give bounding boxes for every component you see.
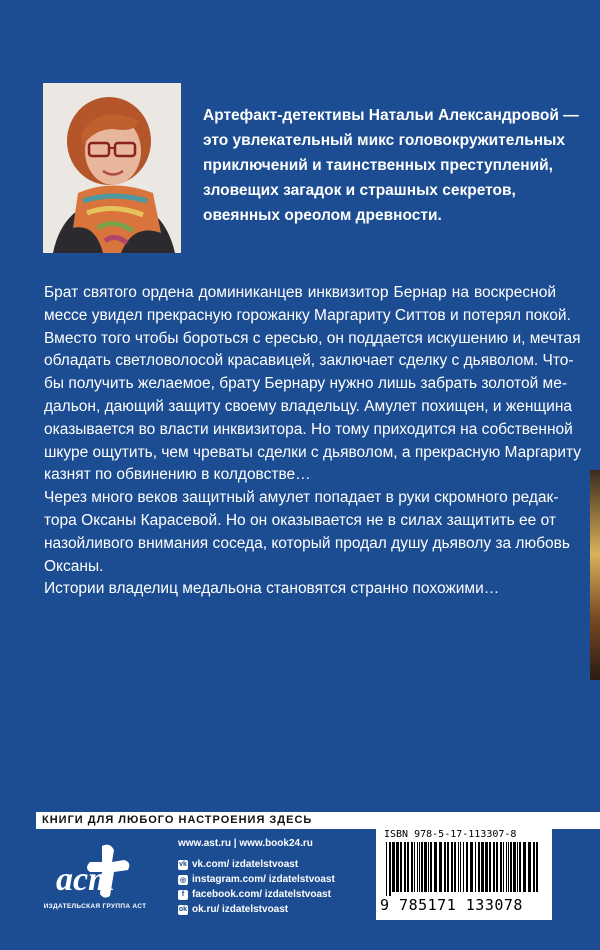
barcode-bar bbox=[444, 842, 446, 892]
barcode-bar bbox=[424, 842, 427, 892]
barcode-bar bbox=[489, 842, 491, 892]
synopsis-line: оказывается во власти инквизитора. Но тому приходится на собственной bbox=[44, 420, 573, 438]
synopsis-line: дальон, дающий защиту своему владельцу. Амулет похищен, и женщина bbox=[44, 397, 573, 415]
social-link-vk[interactable] bbox=[178, 857, 335, 872]
barcode-bar bbox=[414, 842, 415, 892]
tagline-line: это увлекательный микс головокружительных bbox=[203, 132, 565, 149]
synopsis-line: казнят по обвинению в колдовстве… bbox=[44, 466, 311, 484]
barcode-bar bbox=[419, 842, 420, 892]
social-link-odnoklassniki[interactable] bbox=[178, 902, 335, 917]
tagline-line: зловещих загадок и страшных секретов, bbox=[203, 182, 516, 199]
vk-icon: vk bbox=[179, 861, 187, 868]
publisher-websites[interactable]: www.ast.ru | www.book24.ru bbox=[178, 838, 313, 849]
synopsis-line: шкуре ощутить, чем чреваты сделки с дьяволом, а прекрасную Маргариту bbox=[44, 443, 582, 461]
barcode-bar bbox=[517, 842, 518, 892]
author-tagline bbox=[203, 103, 579, 228]
synopsis-line: обладать светловолосой красавицей, заключает сделку с дьяволом. Что- bbox=[44, 352, 574, 370]
barcode-bar bbox=[519, 842, 521, 892]
barcode-bar bbox=[428, 842, 429, 892]
odnoklassniki-icon: ok bbox=[178, 906, 188, 913]
barcode-bar bbox=[503, 842, 504, 892]
synopsis-line: бы получить желаемое, брату Бернару нужно лишь забрать золотой ме- bbox=[44, 375, 567, 393]
synopsis-line: Истории владелиц медальона становятся странно похожими… bbox=[44, 580, 500, 598]
barcode-bar bbox=[523, 842, 526, 892]
instagram-icon: ◎ bbox=[179, 876, 187, 884]
barcode-bar bbox=[460, 842, 461, 892]
barcode-bar bbox=[392, 842, 395, 892]
cover-art-edge bbox=[590, 470, 600, 680]
barcode-bar bbox=[400, 842, 402, 892]
barcode-bar bbox=[478, 842, 480, 892]
tagline-line: приключений и таинственных преступлений, bbox=[203, 157, 553, 174]
barcode-bar bbox=[536, 842, 538, 892]
barcode-bar bbox=[493, 842, 495, 892]
synopsis-line: Вместо того чтобы бороться с ересью, он поддается искушению и, мечтая bbox=[44, 329, 581, 347]
series-strip: КНИГИ ДЛЯ ЛЮБОГО НАСТРОЕНИЯ ЗДЕСЬ bbox=[36, 812, 600, 829]
social-link-text: instagram.com/ izdatelstvoast bbox=[192, 874, 335, 885]
barcode-bar bbox=[411, 842, 413, 892]
synopsis-line: Оксаны. bbox=[44, 557, 104, 575]
barcode-digits: 9 785171 133078 bbox=[380, 896, 523, 914]
barcode-bar bbox=[485, 842, 488, 892]
barcode-bar bbox=[528, 842, 531, 892]
barcode-bar bbox=[386, 842, 387, 896]
barcode-bar bbox=[458, 842, 459, 892]
barcode-bar bbox=[430, 842, 432, 892]
barcode-bars bbox=[386, 842, 542, 896]
social-link-facebook[interactable] bbox=[178, 887, 335, 902]
barcode-bar bbox=[454, 842, 456, 892]
barcode-bar bbox=[481, 842, 484, 892]
tagline-line: овеянных ореолом древности. bbox=[203, 207, 442, 224]
book-synopsis bbox=[44, 282, 582, 601]
synopsis-line: мессе увидел прекрасную горожанку Маргариту Ситтов и потерял покой. bbox=[44, 306, 571, 324]
barcode-bar bbox=[417, 842, 418, 892]
barcode-bar bbox=[466, 842, 468, 892]
social-link-text: ok.ru/ izdatelstvoast bbox=[192, 904, 289, 915]
barcode-bar bbox=[463, 842, 464, 892]
barcode-bar bbox=[451, 842, 453, 892]
barcode-bar bbox=[533, 842, 535, 892]
synopsis-line: Брат святого ордена доминиканцев инквизитор Бернар на воскресной bbox=[44, 284, 556, 301]
isbn-barcode bbox=[376, 826, 552, 920]
barcode-bar bbox=[404, 842, 406, 892]
barcode-bar bbox=[508, 842, 509, 892]
barcode-bar bbox=[396, 842, 399, 892]
synopsis-line: тора Оксаны Карасевой. Но он оказывается не в силах защитить ее от bbox=[44, 511, 556, 529]
barcode-bar bbox=[470, 842, 473, 892]
barcode-bar bbox=[513, 842, 516, 892]
publisher-caption: ИЗДАТЕЛЬСКАЯ ГРУППА АСТ bbox=[43, 903, 147, 910]
synopsis-line: назойливого внимания соседа, который продал душу дьяволу за любовь bbox=[44, 534, 570, 552]
isbn-number: ISBN 978-5-17-113307-8 bbox=[384, 829, 517, 840]
publisher-logo-text: аст bbox=[56, 861, 115, 898]
facebook-icon: f bbox=[178, 890, 188, 900]
barcode-bar bbox=[434, 842, 437, 892]
synopsis-line: Через много веков защитный амулет попадает в руки скромного редак- bbox=[44, 489, 559, 507]
author-photo bbox=[43, 83, 181, 253]
tagline-line: Артефакт-детективы Натальи Александровой — bbox=[203, 107, 579, 124]
barcode-bar bbox=[447, 842, 449, 892]
barcode-bar bbox=[475, 842, 476, 892]
barcode-bar bbox=[500, 842, 502, 892]
social-link-instagram[interactable] bbox=[178, 872, 335, 887]
barcode-bar bbox=[439, 842, 442, 892]
social-link-text: vk.com/ izdatelstvoast bbox=[192, 859, 299, 870]
barcode-bar bbox=[510, 842, 512, 892]
barcode-bar bbox=[389, 842, 391, 896]
publisher-links bbox=[178, 838, 335, 917]
social-link-text: facebook.com/ izdatelstvoast bbox=[192, 889, 331, 900]
barcode-bar bbox=[421, 842, 423, 892]
barcode-bar bbox=[506, 842, 507, 892]
barcode-bar bbox=[496, 842, 498, 892]
barcode-bar bbox=[407, 842, 409, 892]
